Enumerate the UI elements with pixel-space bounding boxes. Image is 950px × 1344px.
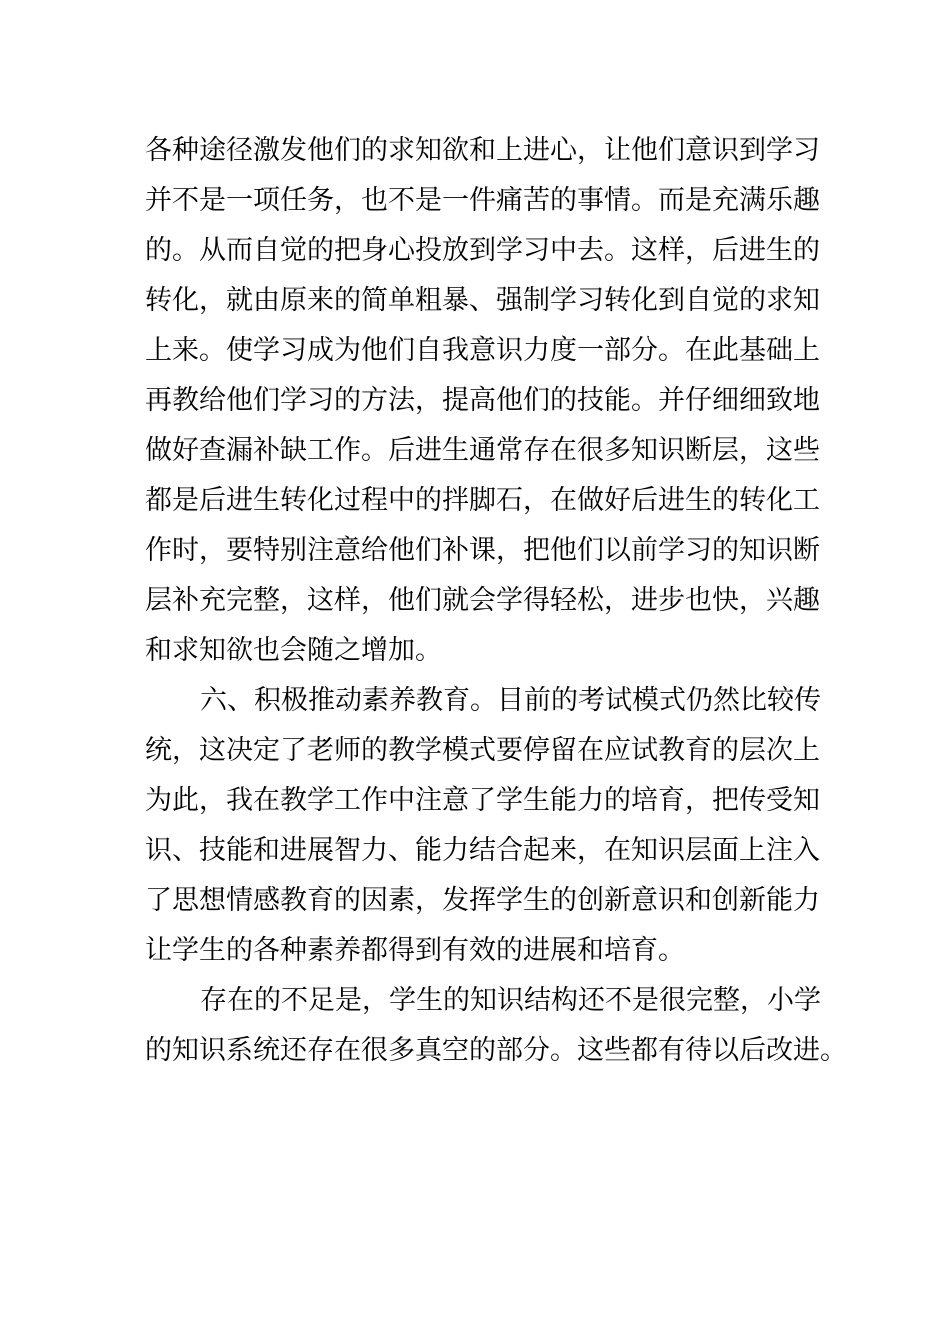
paragraph-start-line: 六、积极推动素养教育。目前的考试模式仍然比较传: [200, 685, 821, 716]
text-line: 了思想情感教育的因素，发挥学生的创新意识和创新能力: [145, 885, 820, 916]
paragraph-start-line: 存在的不足是，学生的知识结构还不是很完整，小学: [200, 985, 821, 1016]
text-line: 为此，我在教学工作中注意了学生能力的培育，把传受知: [145, 785, 820, 816]
text-line: 并不是一项任务，也不是一件痛苦的事情。而是充满乐趣: [145, 185, 820, 216]
text-line: 的。从而自觉的把身心投放到学习中去。这样，后进生的: [145, 235, 820, 266]
text-line: 再教给他们学习的方法，提高他们的技能。并仔细细致地: [145, 385, 820, 416]
text-line: 和求知欲也会随之增加。: [145, 635, 442, 666]
text-line: 让学生的各种素养都得到有效的进展和培育。: [145, 935, 685, 966]
text-line: 都是后进生转化过程中的拌脚石，在做好后进生的转化工: [145, 485, 820, 516]
text-line: 作时，要特别注意给他们补课，把他们以前学习的知识断: [145, 535, 820, 566]
text-line: 层补充完整，这样，他们就会学得轻松，进步也快，兴趣: [145, 585, 820, 616]
text-line: 上来。使学习成为他们自我意识力度一部分。在此基础上: [145, 335, 820, 366]
text-line: 转化，就由原来的简单粗暴、强制学习转化到自觉的求知: [145, 285, 820, 316]
text-line: 识、技能和进展智力、能力结合起来，在知识层面上注入: [145, 835, 820, 866]
text-line: 的知识系统还存在很多真空的部分。这些都有待以后改进。: [145, 1035, 847, 1066]
text-line: 统，这决定了老师的教学模式要停留在应试教育的层次上: [145, 735, 820, 766]
body-text: [145, 126, 847, 1076]
text-line: 做好查漏补缺工作。后进生通常存在很多知识断层，这些: [145, 435, 820, 466]
text-line: 各种途径激发他们的求知欲和上进心，让他们意识到学习: [145, 135, 820, 166]
